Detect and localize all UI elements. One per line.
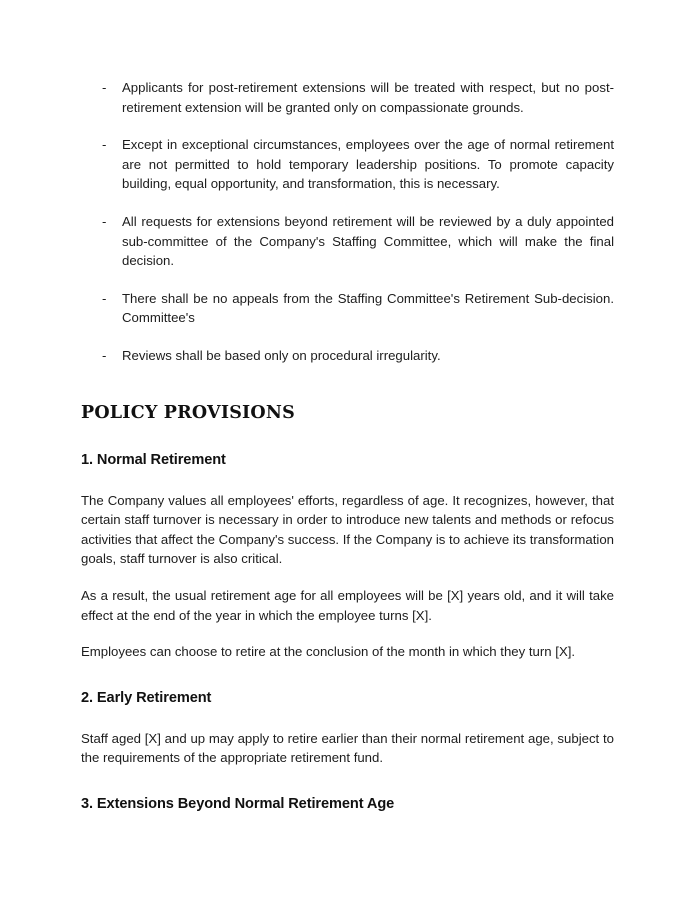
section-heading-normal-retirement: 1. Normal Retirement	[81, 451, 226, 468]
list-item-text: Reviews shall be based only on procedural irregularity.	[122, 347, 441, 363]
list-item	[81, 135, 614, 194]
bullet-dash-icon: -	[102, 347, 107, 363]
spacer	[81, 625, 614, 642]
paragraph: The Company values all employees' efforts, regardless of age. It recognizes, however, that certain staff turnover is necessary in order to introduce new talents and methods or refocus activities that affect the Company's success. If the Company is to achieve its transformation goals, staff turnover is also critical.	[81, 492, 614, 567]
list-item-text: Applicants for post-retirement extensions will be treated with respect, but no post-retirement extension will be granted only on compassionate grounds.	[122, 80, 614, 115]
spacer	[81, 569, 614, 586]
policy-bullet-list	[81, 78, 614, 366]
paragraph: As a result, the usual retirement age for all employees will be [X] years old, and it will take effect at the end of the year in which the employee turns [X].	[81, 587, 614, 623]
spacer	[81, 424, 614, 450]
paragraph: Employees can choose to retire at the conclusion of the month in which they turn [X].	[81, 644, 576, 660]
bullet-dash-icon: -	[102, 213, 107, 229]
spacer	[81, 768, 614, 794]
spacer	[81, 470, 614, 491]
section-heading-early-retirement: 2. Early Retirement	[81, 689, 212, 706]
list-item-text: Except in exceptional circumstances, employees over the age of normal retirement are not permitted to hold temporary leadership positions. To promote capacity building, equal opportunity, and transformation, this is necessary.	[122, 137, 614, 192]
paragraph: Staff aged [X] and up may apply to retire earlier than their normal retirement age, subject to the requirements of the appropriate retirement fund.	[81, 730, 614, 766]
spacer	[81, 366, 614, 402]
list-item	[81, 212, 614, 271]
bullet-dash-icon: -	[102, 137, 107, 153]
list-item-text: There shall be no appeals from the Staffing Committee's Retirement Sub-decision. Committee's	[122, 290, 614, 326]
list-item-text: All requests for extensions beyond retirement will be reviewed by a duly appointed sub-committee of the Company's Staffing Committee, which will make the final decision.	[122, 213, 614, 269]
document-content	[81, 78, 614, 814]
list-item	[81, 78, 614, 117]
bullet-dash-icon: -	[102, 80, 107, 95]
bullet-dash-icon: -	[102, 290, 107, 306]
section-heading-extensions: 3. Extensions Beyond Normal Retirement Age	[81, 795, 395, 812]
list-item	[81, 289, 614, 328]
spacer	[81, 708, 614, 729]
page-title: POLICY PROVISIONS	[81, 402, 295, 423]
spacer	[81, 662, 614, 688]
list-item	[81, 346, 614, 366]
